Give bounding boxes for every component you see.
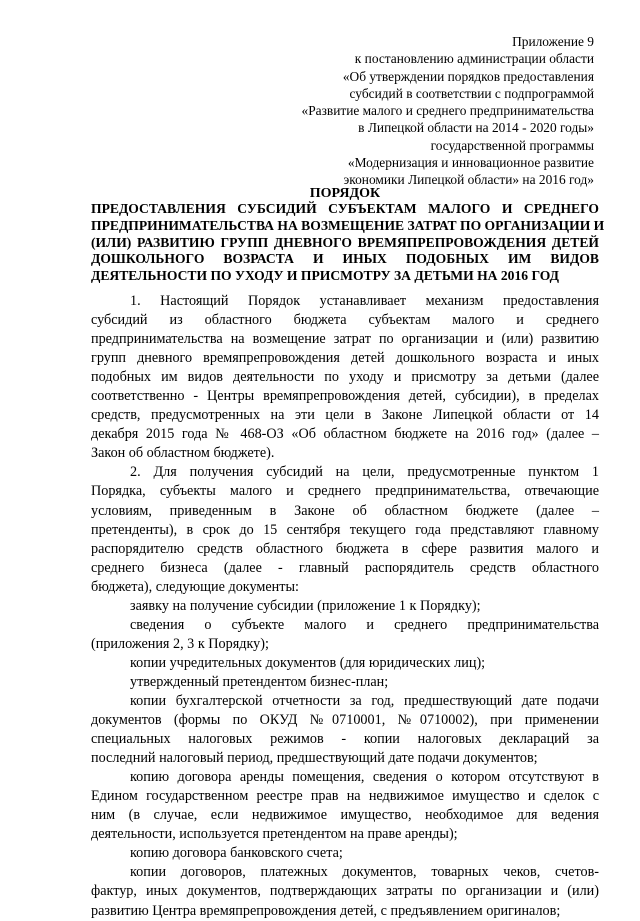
paragraph-line: групп дневного времяпрепровождения детей дошкольного возраста и иных [91,350,599,367]
paragraph-line: подобных им видов деятельности по уходу и присмотру за детьми (далее [91,369,599,386]
paragraph-line: (приложения 2, 3 к Порядку); [91,635,269,652]
appendix-line: «Об утверждении порядков предоставления [342,68,594,84]
paragraph-line: 2. Для получения субсидий на цели, предусмотренные пунктом 1 [130,464,599,481]
paragraph-line: Порядка, субъекты малого и среднего предпринимательства, отвечающие [91,483,599,500]
appendix-line: в Липецкой области на 2014 - 2020 годы» [358,120,594,136]
heading-line: (ИЛИ) РАЗВИТИЮ ГРУПП ДНЕВНОГО ВРЕМЯПРЕПРОВОЖДЕНИЯ ДЕТЕЙ [91,234,599,250]
paragraph-line: претенденты), в срок до 15 сентября текущего года представляют главному [91,521,599,538]
paragraph-line: копии бухгалтерской отчетности за год, предшествующий дате подачи [130,692,599,709]
paragraph-line: декабря 2015 года № 468-ОЗ «Об областном бюджете на 2016 год» (далее – [91,426,599,443]
paragraph-line: копию договора аренды помещения, сведения о котором отсутствуют в [130,769,599,786]
heading-line: ПРЕДОСТАВЛЕНИЯ СУБСИДИЙ СУБЪЕКТАМ МАЛОГО И СРЕДНЕГО [91,201,599,216]
paragraph-line: документов (формы по ОКУД №0710001, №0710002), при применении [91,712,599,729]
paragraph-line: средств, предусмотренных на эти цели в Законе Липецкой области от 14 [91,407,599,424]
paragraph [91,673,599,692]
heading-line: ДОШКОЛЬНОГО ВОЗРАСТА И ИНЫХ ПОДОБНЫХ ИМ ВИДОВ [91,251,599,267]
paragraph-line: Закон об областном бюджете). [91,445,275,462]
paragraph [91,616,599,654]
paragraph [91,597,599,616]
document-heading [91,201,605,285]
appendix-line: «Модернизация и инновационное развитие [347,155,594,171]
document-title: ПОРЯДОК [309,186,381,201]
heading-line: ДЕЯТЕЛЬНОСТИ ПО УХОДУ И ПРИСМОТРУ ЗА ДЕТЬМИ НА 2016 ГОД [91,268,560,284]
heading-line: ПРЕДПРИНИМАТЕЛЬСТВА НА ВОЗМЕЩЕНИЕ ЗАТРАТ ПО ОРГАНИЗАЦИИ И [91,217,605,233]
paragraph-line: распорядителю средств областного бюджета в сфере развития малого и [91,540,599,557]
paragraph-line: фактур, иных документов, подтверждающих затраты по организации и (или) [91,883,599,900]
paragraph-line: ним (в случае, если недвижимое имущество, необходимое для ведения [91,807,599,824]
paragraph [91,768,599,844]
paragraph-line: сведения о субъекте малого и среднего предпринимательства [130,616,599,633]
paragraph-line: утвержденный претендентом бизнес-план; [130,673,389,690]
paragraph [91,692,599,768]
paragraph-line: соответственно - Центры времяпрепровождения детей, субсидии), в пределах [91,388,599,405]
paragraph-line: заявку на получение субсидии (приложение 1 к Порядку); [130,597,481,614]
paragraph [91,292,599,463]
document-body [91,292,599,921]
paragraph-line: субсидий из областного бюджета субъектам малого и среднего [91,312,599,329]
appendix-line: государственной программы [430,137,594,153]
paragraph-line: 1. Настоящий Порядок устанавливает механизм предоставления [130,293,599,309]
paragraph-line: условиям, приведенным в Законе об областном бюджете (далее – [91,502,599,519]
paragraph-line: последний налоговый период, предшествующий дате подачи документов; [91,750,538,767]
paragraph [91,863,599,920]
appendix-line: экономики Липецкой области» на 2016 год» [343,172,594,188]
paragraph-line: бюджета), следующие документы: [91,578,299,595]
paragraph-line: копию договора банковского счета; [130,845,343,862]
paragraph-line: деятельности, используется претендентом на праве аренды); [91,826,458,843]
appendix-line: «Развитие малого и среднего предпринимательства [301,103,594,119]
paragraph-line: копии договоров, платежных документов, товарных чеков, счетов- [130,864,599,881]
paragraph-line: специальных налоговых режимов - копии налоговых деклараций за [91,731,599,748]
paragraph-line: Едином государственном реестре прав на недвижимое имущество и сделок с [91,788,599,805]
appendix-line: к постановлению администрации области [354,51,594,67]
paragraph [91,844,599,863]
appendix-header [174,33,594,189]
appendix-line: субсидий в соответствии с подпрограммой [349,85,594,101]
paragraph-line: развитию Центра времяпрепровождения детей, с предъявлением оригиналов; [91,902,561,919]
paragraph-line: предпринимательства на возмещение затрат по организации и (или) развитию [91,331,599,348]
paragraph-line: среднего бизнеса (далее - главный распорядитель средств областного [91,559,599,576]
paragraph [91,654,599,673]
paragraph [91,463,599,596]
appendix-line: Приложение 9 [512,34,594,49]
paragraph-line: копии учредительных документов (для юридических лиц); [130,654,486,671]
